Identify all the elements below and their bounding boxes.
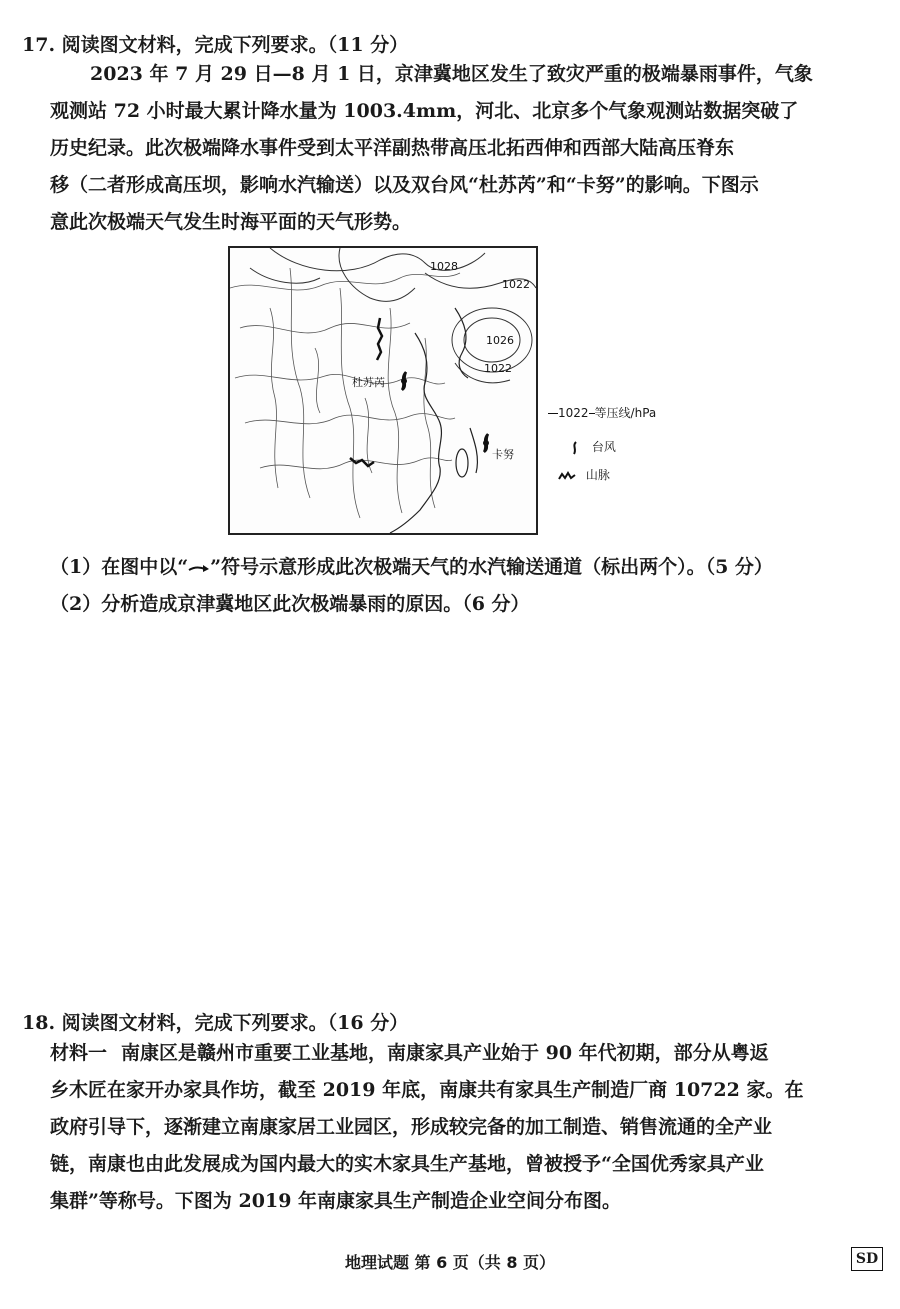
legend-typhoon-label: 台风 <box>591 440 616 454</box>
legend-mountain <box>558 466 610 483</box>
isobar-label: 1022 <box>484 362 512 375</box>
typhoon-icon <box>570 441 580 455</box>
q18-para-text: 南康区是赣州市重要工业基地，南康家具产业始于 90 年代初期，部分从粤返 <box>121 1042 769 1064</box>
typhoon-icon <box>401 372 407 390</box>
q18-para-line: 集群”等称号。下图为 2019 年南康家具生产制造企业空间分布图。 <box>50 1190 622 1212</box>
weather-map <box>228 246 538 535</box>
q17-para-line: 意此次极端天气发生时海平面的天气形势。 <box>50 211 412 233</box>
q17-para-line: 历史纪录。此次极端降水事件受到太平洋副热带高压北拓西伸和西部大陆高压脊东 <box>50 137 735 159</box>
q18-paragraph <box>50 1035 885 1220</box>
page-footer: 地理试题 第 6 页（共 8 页） <box>344 1253 556 1272</box>
q17-subquestion-1 <box>50 552 773 579</box>
q17-sub1-text-after: ”符号示意形成此次极端天气的水汽输送通道（标出两个）。（5 分） <box>210 556 773 578</box>
q17-subquestion-2: （2）分析造成京津冀地区此次极端暴雨的原因。（6 分） <box>50 593 530 615</box>
q18-para-line: 乡木匠在家开办家具作坊，截至 2019 年底，南康共有家具生产制造厂商 10722 家。在 <box>50 1079 804 1101</box>
legend-isobar-label: 等压线/hPa <box>594 406 657 420</box>
arrow-symbol-icon <box>188 562 210 574</box>
sd-badge: SD <box>851 1247 883 1271</box>
q17-para-line: 2023 年 7 月 29 日—8 月 1 日，京津冀地区发生了致灾严重的极端暴雨事件，气象 <box>90 63 813 85</box>
q17-para-line: 移（二者形成高压坝，影响水汽输送）以及双台风“杜苏芮”和“卡努”的影响。下图示 <box>50 174 759 196</box>
q18-para-line: 链，南康也由此发展成为国内最大的实木家具生产基地，曾被授予“全国优秀家具产业 <box>50 1153 764 1175</box>
typhoon-label-khanun: 卡努 <box>492 448 514 461</box>
q17-para-line: 观测站 72 小时最大累计降水量为 1003.4mm，河北、北京多个气象观测站数据突破了 <box>50 100 799 122</box>
typhoon-label-doksuri: 杜苏芮 <box>352 376 385 389</box>
boundary-lines <box>230 268 460 518</box>
q17-heading: 17. 阅读图文材料，完成下列要求。（11 分） <box>22 34 409 56</box>
map-legend <box>548 404 678 494</box>
legend-mountain-label: 山脉 <box>585 468 610 482</box>
isobar-label: 1028 <box>430 260 458 273</box>
typhoon-icon <box>483 434 489 452</box>
q18-para-line: 政府引导下，逐渐建立南康家居工业园区，形成较完备的加工制造、销售流通的全产业 <box>50 1116 773 1138</box>
isobar-label: 1026 <box>486 334 514 347</box>
q18-para-line <box>50 1035 885 1072</box>
legend-typhoon <box>570 438 616 455</box>
material-label: 材料一 <box>50 1042 108 1064</box>
q17-paragraph <box>50 56 885 241</box>
legend-isobar <box>548 404 656 421</box>
q17-sub1-text-before: （1）在图中以“ <box>50 556 189 578</box>
q18-heading: 18. 阅读图文材料，完成下列要求。（16 分） <box>22 1012 409 1034</box>
mountain-icon <box>558 471 576 481</box>
legend-isobar-value: 1022 <box>558 406 589 420</box>
weather-map-svg <box>230 248 536 533</box>
isobar-line-icon <box>548 413 558 414</box>
mountain-ranges <box>350 318 382 466</box>
isobar-label: 1022 <box>502 278 530 291</box>
